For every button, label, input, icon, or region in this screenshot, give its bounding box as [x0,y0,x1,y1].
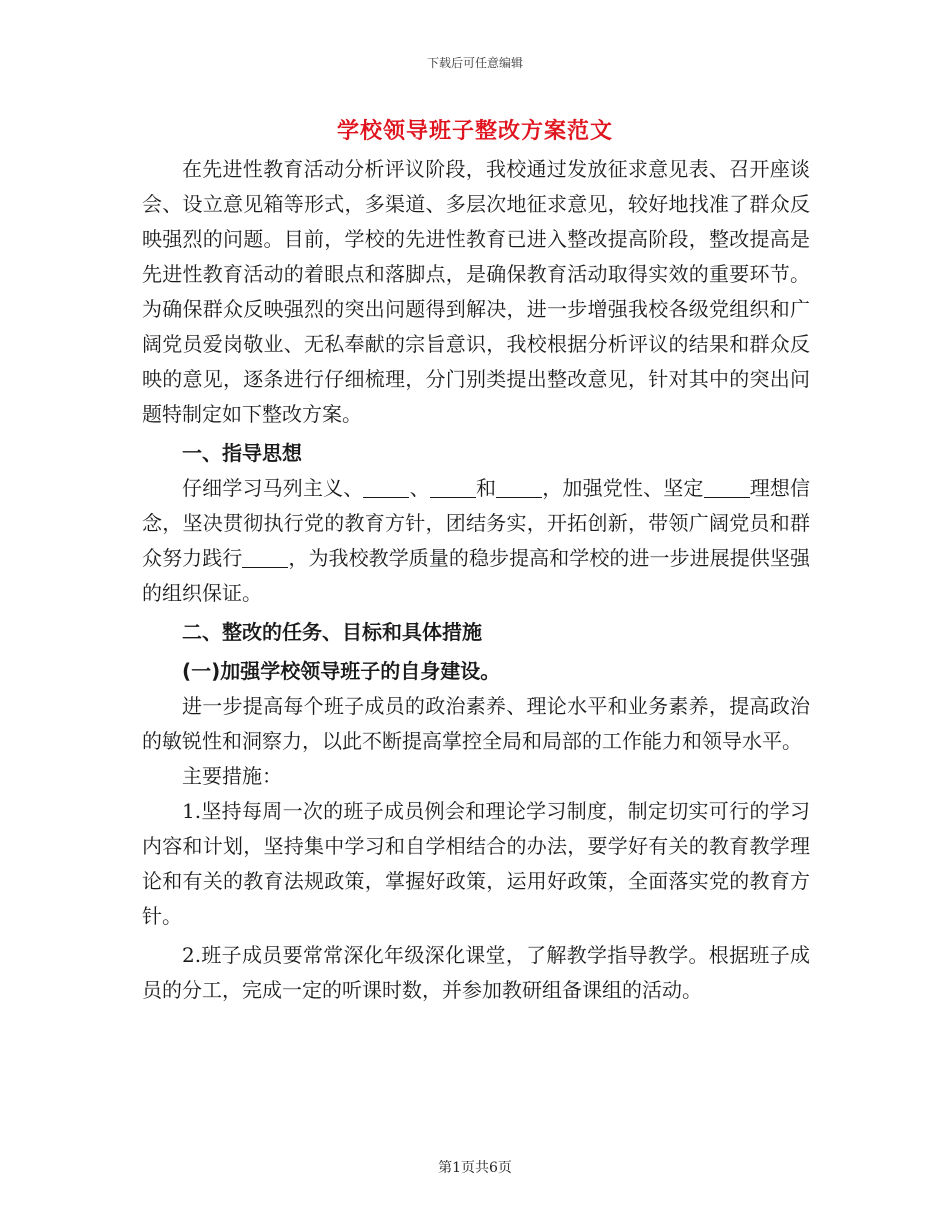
fill-blank [242,547,288,568]
section1-sep: 、 [409,476,430,500]
document-title: 学校领导班子整改方案范文 [336,118,613,144]
measures-label: 主要措施： [182,764,282,788]
section1-text-4: 理想信念，坚决贯彻执行党的教育方针，团结务实，开拓创新，带领广阔党员和群众努力践行 [142,476,811,570]
section1-text-5: ，为我校教学质量的稳步提高和学校的进一步进展提供坚强的组织保证。 [142,546,811,605]
page-number: 第1页共6页 [438,1160,512,1176]
intro-paragraph: 在先进性教育活动分析评议阶段，我校通过发放征求意见表、召开座谈会、设立意见箱等形式，多渠道、多层次地征求意见，较好地找准了群众反映强烈的问题。目前，学校的先进性教育已进入整改提高阶段，整改提高是先进性教育活动的着眼点和落脚点，是确保教育活动取得实效的重要环节。为确保群众反映强烈的突出问题得到解决，进一步增强我校各级党组织和广阔党员爱岗敬业、无私奉献的宗旨意识，我校根据分析评议的结果和群众反映的意见，逐条进行仔细梳理，分门别类提出整改意见，针对其中的突出问题特制定如下整改方案。 [142,157,810,426]
section1-text-3: ，加强党性、坚定 [542,476,704,500]
subsection-heading-leadership: (一)加强学校领导班子的自身建设。 [182,659,501,683]
fill-blank [496,477,542,498]
section1-text-1: 仔细学习马列主义、 [182,476,364,500]
fill-blank [430,477,476,498]
measure-item-2: 2.班子成员要常常深化年级深化课堂，了解教学指导教学。根据班子成员的分工，完成一定的听课时数，并参加教研组备课组的活动。 [142,943,810,1002]
fill-blank [363,477,409,498]
section1-text-2: 和 [475,476,497,500]
header-note: 下载后可任意编辑 [426,56,523,70]
section-heading-guiding-ideology: 一、指导思想 [182,441,302,465]
subsection1-paragraph: 进一步提高每个班子成员的政治素养、理论水平和业务素养，提高政治的敏锐性和洞察力，以此不断提高掌控全局和局部的工作能力和领导水平。 [142,694,810,753]
document-body [142,152,810,1012]
section1-paragraph [142,471,810,611]
fill-blank [704,477,750,498]
section-heading-tasks: 二、整改的任务、目标和具体措施 [182,620,482,644]
measure-item-1: 1.坚持每周一次的班子成员例会和理论学习制度，制定切实可行的学习内容和计划，坚持集中学习和自学相结合的办法，要学好有关的教育教学理论和有关的教育法规政策，掌握好政策，运用好政策，全面落实党的教育方针。 [142,799,810,928]
